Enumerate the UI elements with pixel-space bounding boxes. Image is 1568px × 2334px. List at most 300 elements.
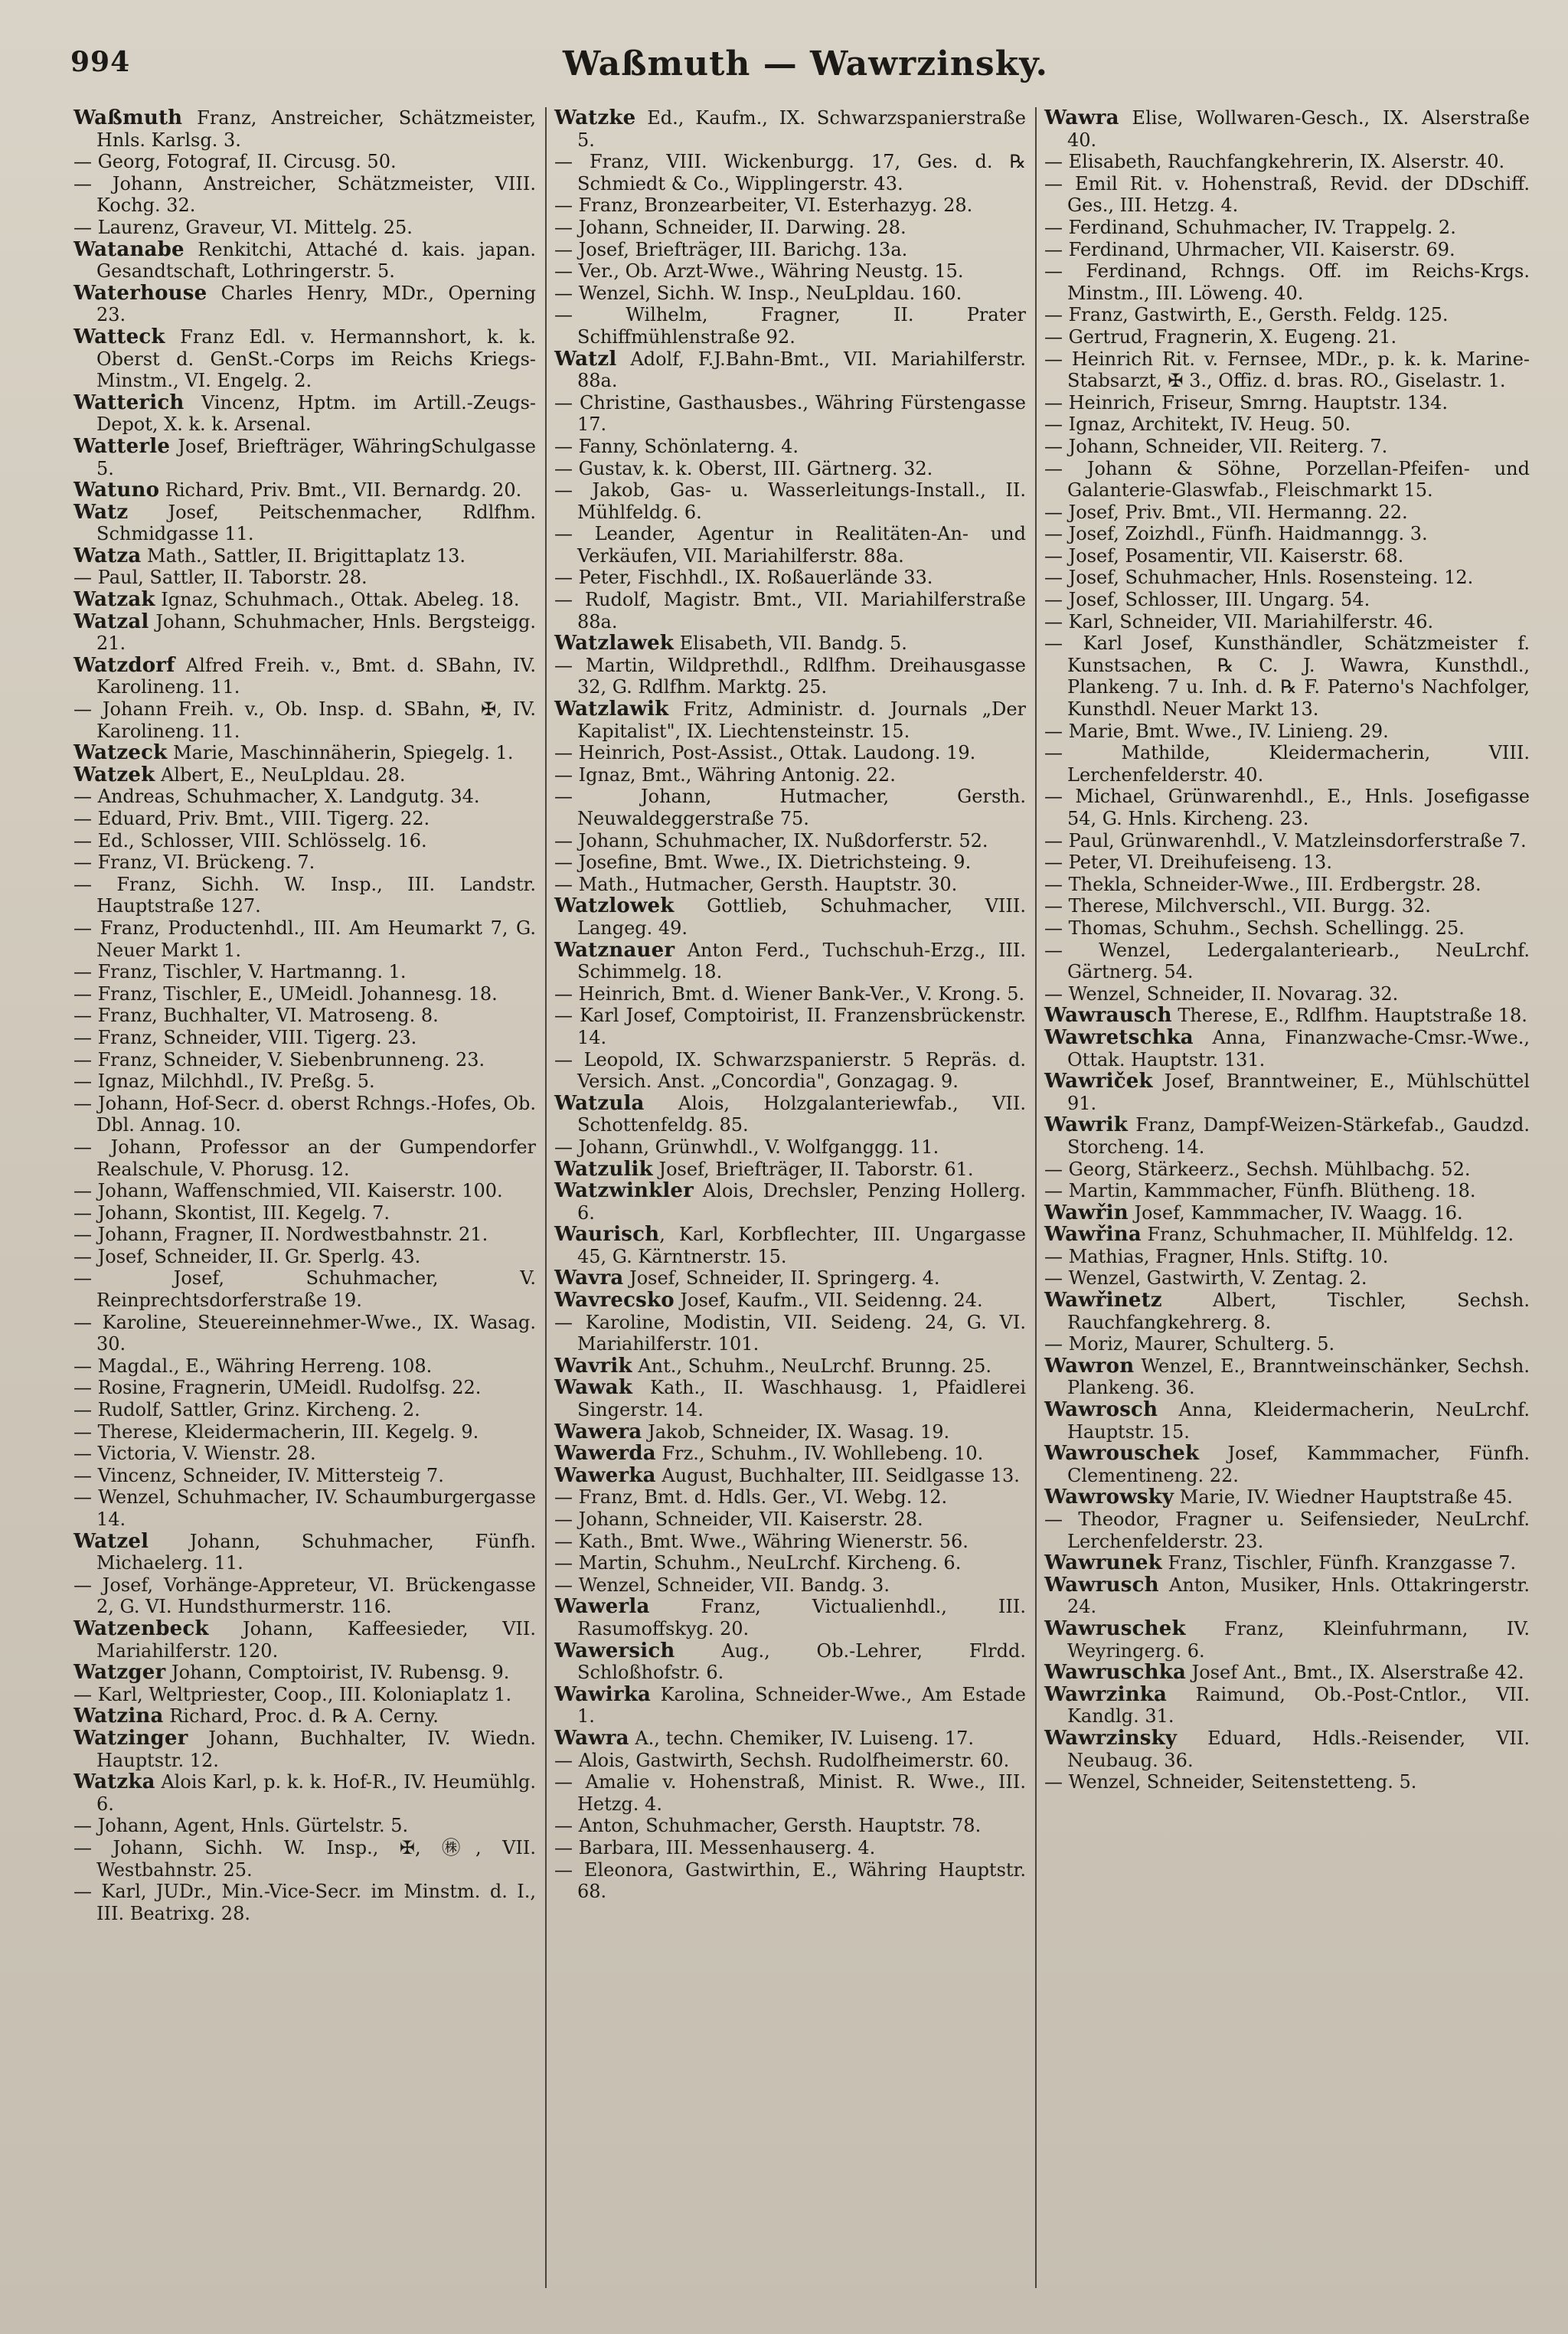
entry-surname: Wawrowsky (1044, 1486, 1174, 1509)
entry-details: Wenzel, E., Branntweinschänker, Sechsh. Plankeng. 36. (1067, 1355, 1530, 1399)
directory-entry (554, 655, 1026, 698)
entry-details: — Karl Josef, Kunsthändler, Schätzmeister f. Kunstsachen, ℞ C. J. Wawra, Kunsthdl., Plankeng. 7 u. Inh. d. ℞ F. Paterno's Nachfolger, Kunsthdl. Neuer Markt 13. (1044, 633, 1530, 721)
directory-entry (1044, 721, 1530, 743)
directory-entry (74, 611, 536, 655)
entry-details: — Rudolf, Sattler, Grinz. Kircheng. 2. (74, 1399, 420, 1421)
directory-entry (554, 983, 1026, 1005)
directory-entry (554, 895, 1026, 939)
entry-details: — Paul, Grünwarenhdl., V. Matzleinsdorferstraße 7. (1044, 829, 1527, 852)
entry-details: Karolina, Schneider-Wwe., Am Estade 1. (577, 1683, 1026, 1728)
entry-details: Anton, Musiker, Hnls. Ottakringerstr. 24. (1067, 1574, 1530, 1618)
directory-entry (74, 961, 536, 983)
entry-details: Kath., II. Waschhausg. 1, Pfaidlerei Singerstr. 14. (577, 1377, 1026, 1421)
entry-surname: Wawersich (554, 1639, 675, 1662)
entry-surname: Wawrouschek (1044, 1442, 1200, 1466)
directory-entry (1044, 895, 1530, 917)
entry-details: — Ed., Schlosser, VIII. Schlösselg. 16. (74, 829, 427, 852)
entry-surname: Waßmuth (74, 107, 183, 129)
entry-details: — Johann, Anstreicher, Schätzmeister, VIII. Kochg. 32. (74, 172, 536, 217)
entry-details: Franz, Schuhmacher, II. Mühlfeldg. 12. (1141, 1224, 1514, 1246)
entry-details: Franz, Victualienhdl., III. Rasumoffskyg. 20. (577, 1596, 1026, 1639)
entry-details: — Heinrich, Bmt. d. Wiener Bank-Ver., V. Krong. 5. (554, 982, 1025, 1005)
entry-details: — Michael, Grünwarenhdl., E., Hnls. Josefigasse 54, G. Hnls. Kircheng. 23. (1044, 786, 1530, 829)
entry-details: Raimund, Ob.-Post-Cntlor., VII. Kandlg. 31. (1067, 1683, 1530, 1728)
directory-entry (74, 655, 536, 698)
entry-details: — Josef, Schlosser, III. Ungarg. 54. (1044, 589, 1370, 611)
entry-details: Josef, Branntweiner, E., Mühlschüttel 91. (1067, 1071, 1530, 1114)
directory-entry (74, 567, 536, 589)
entry-details: — Ignaz, Milchhdl., IV. Preßg. 5. (74, 1071, 375, 1093)
entry-details: Alois Karl, p. k. k. Hof-R., IV. Heumühlg. 6. (96, 1771, 536, 1815)
directory-entry (1044, 107, 1530, 151)
directory-entry (1044, 1486, 1530, 1509)
directory-entry (554, 874, 1026, 896)
entry-details: — Eleonora, Gastwirthin, E., Währing Hauptstr. 68. (554, 1858, 1026, 1903)
entry-details: — Heinrich Rit. v. Fernsee, MDr., p. k. k. Marine-Stabsarzt, ✠ 3., Offiz. d. bras. RO., Giselastr. 1. (1044, 348, 1530, 392)
directory-entry (74, 1815, 536, 1837)
entry-details: — Ferdinand, Rchngs. Off. im Reichs-Krgs. Minstm., III. Löweng. 40. (1044, 260, 1530, 304)
entry-surname: Wawirka (554, 1682, 652, 1706)
directory-entry (74, 852, 536, 874)
entry-details: Richard, Priv. Bmt., VII. Bernardg. 20. (159, 479, 522, 502)
entry-details: — Karl, Schneider, VII. Mariahilferstr. 46. (1044, 610, 1434, 633)
entry-details: Math., Sattler, II. Brigittaplatz 13. (141, 544, 466, 567)
entry-details: — Johann, Agent, Hnls. Gürtelstr. 5. (74, 1815, 409, 1837)
directory-entry (74, 698, 536, 742)
directory-entry (74, 479, 536, 502)
entry-details: — Amalie v. Hohenstraß, Minist. R. Wwe., III. Hetzg. 4. (554, 1771, 1026, 1815)
entry-surname: Watzger (74, 1661, 166, 1685)
entry-details: — Karoline, Steuereinnehmer-Wwe., IX. Wasag. 30. (74, 1311, 536, 1355)
entry-surname: Wawera (554, 1420, 642, 1443)
entry-surname: Watterich (74, 391, 185, 414)
entry-surname: Watzek (74, 763, 155, 786)
entry-details: Renkitchi, Attaché d. kais. japan. Gesandtschaft, Lothringerstr. 5. (96, 238, 536, 283)
directory-entry (554, 479, 1026, 523)
entry-details: — Heinrich, Friseur, Smrng. Hauptstr. 134. (1044, 391, 1449, 414)
entry-details: — Johann, Fragner, II. Nordwestbahnstr. 21. (74, 1224, 488, 1246)
entry-details: — Wenzel, Schneider, II. Novarag. 32. (1044, 982, 1399, 1005)
entry-surname: Wawrik (1044, 1113, 1128, 1137)
directory-entry (554, 1640, 1026, 1684)
entry-details: — Wenzel, Schuhmacher, IV. Schaumburgergasse 14. (74, 1486, 536, 1530)
directory-entry (1044, 1399, 1530, 1443)
directory-entry (74, 742, 536, 764)
directory-entry (554, 1312, 1026, 1355)
entry-surname: Watzlawek (554, 632, 675, 655)
directory-entry (554, 1267, 1026, 1290)
entry-details: Eduard, Hdls.-Reisender, VII. Neubaug. 36. (1067, 1727, 1530, 1771)
directory-entry (74, 1465, 536, 1487)
directory-entry (554, 567, 1026, 589)
entry-details: Albert, Tischler, Sechsh. Rauchfangkehrerg. 8. (1067, 1290, 1530, 1333)
entry-details: — Paul, Sattler, II. Taborstr. 28. (74, 567, 368, 589)
entry-details: Anna, Kleidermacherin, NeuLrchf. Hauptstr. 15. (1067, 1399, 1530, 1443)
entry-details: — Wilhelm, Fragner, II. Prater Schiffmühlenstraße 92. (554, 304, 1026, 348)
directory-entry (554, 764, 1026, 786)
directory-entry (1044, 940, 1530, 983)
entry-details: Josef, Briefträger, WähringSchulgasse 5. (96, 435, 536, 479)
entry-details: — Emil Rit. v. Hohenstraß, Revid. der DDschiff. Ges., III. Hetzg. 4. (1044, 172, 1530, 217)
entry-surname: Wawrusch (1044, 1573, 1159, 1597)
directory-entry (554, 1159, 1026, 1181)
directory-entry (1044, 983, 1530, 1005)
directory-entry (554, 1290, 1026, 1312)
entry-details: — Johann, Schuhmacher, IX. Nußdorferstr. 52. (554, 829, 988, 852)
entry-surname: Watznauer (554, 938, 675, 962)
entry-details: — Karl, JUDr., Min.-Vice-Secr. im Minstm. d. I., III. Beatrixg. 28. (74, 1881, 536, 1924)
directory-entry (74, 1443, 536, 1465)
entry-details: Anna, Finanzwache-Cmsr.-Wwe., Ottak. Hauptstr. 131. (1067, 1026, 1530, 1071)
entry-details: Franz, Tischler, Fünfh. Kranzgasse 7. (1161, 1552, 1517, 1574)
entry-details: — Therese, Milchverschl., VII. Burgg. 32. (1044, 895, 1431, 917)
directory-entry (1044, 1355, 1530, 1399)
directory-entry (1044, 1224, 1530, 1246)
directory-entry (554, 1859, 1026, 1903)
directory-entry (74, 502, 536, 545)
entry-details: — Thekla, Schneider-Wwe., III. Erdbergstr. 28. (1044, 873, 1481, 895)
directory-entry (554, 1355, 1026, 1378)
entry-surname: Wawerla (554, 1595, 650, 1619)
directory-entry (554, 304, 1026, 348)
directory-entry (74, 1136, 536, 1180)
directory-entry (554, 107, 1026, 151)
directory-entry (74, 808, 536, 830)
entry-details: Ed., Kaufm., IX. Schwarzspanierstraße 5. (577, 107, 1026, 151)
directory-entry (74, 830, 536, 852)
directory-entry (1044, 458, 1530, 502)
entry-details: — Wenzel, Gastwirth, V. Zentag. 2. (1044, 1267, 1367, 1290)
entry-details: Johann, Schuhmacher, Hnls. Bergsteigg. 21. (96, 610, 536, 655)
entry-details: A., techn. Chemiker, IV. Luiseng. 17. (629, 1727, 975, 1749)
directory-entry (74, 326, 536, 392)
entry-details: — Fanny, Schönlaterng. 4. (554, 435, 799, 457)
directory-entry (554, 589, 1026, 633)
directory-entry (1044, 1618, 1530, 1662)
entry-surname: Wawruschka (1044, 1661, 1187, 1685)
directory-entry (1044, 786, 1530, 829)
directory-entry (1044, 348, 1530, 392)
entry-details: — Johann, Waffenschmied, VII. Kaiserstr. 100. (74, 1180, 503, 1202)
directory-entry (74, 1662, 536, 1684)
directory-entry (1044, 742, 1530, 786)
entry-details: Marie, Maschinnäherin, Spiegelg. 1. (167, 742, 514, 764)
directory-entry (554, 194, 1026, 217)
directory-entry (1044, 567, 1530, 589)
directory-entry (1044, 523, 1530, 545)
directory-entry (554, 239, 1026, 261)
entry-details: — Franz, Sichh. W. Insp., III. Landstr. Hauptstraße 127. (74, 873, 536, 917)
entry-details: — Johann, Schneider, II. Darwing. 28. (554, 216, 906, 238)
entry-details: — Christine, Gasthausbes., Währing Fürstengasse 17. (554, 391, 1026, 436)
entry-details: — Wenzel, Ledergalanteriearb., NeuLrchf. Gärtnerg. 54. (1044, 939, 1530, 983)
entry-details: — Franz, Schneider, VIII. Tigerg. 23. (74, 1026, 417, 1048)
directory-entry (74, 1618, 536, 1662)
entry-details: Alois, Drechsler, Penzing Hollerg. 6. (577, 1180, 1026, 1224)
entry-details: — Georg, Fotograf, II. Circusg. 50. (74, 151, 397, 173)
entry-details: — Victoria, V. Wienstr. 28. (74, 1443, 316, 1465)
entry-details: — Ver., Ob. Arzt-Wwe., Währing Neustg. 15. (554, 260, 964, 283)
entry-surname: Watzwinkler (554, 1179, 694, 1203)
entry-surname: Wawrosch (1044, 1398, 1158, 1422)
directory-entry (554, 283, 1026, 305)
directory-entry (554, 1093, 1026, 1136)
entry-details: — Andreas, Schuhmacher, X. Landgutg. 34. (74, 786, 480, 808)
entry-details: — Math., Hutmacher, Gersth. Hauptstr. 30. (554, 873, 958, 895)
entry-details: — Theodor, Fragner u. Seifensieder, NeuLrchf. Lerchenfelderstr. 23. (1044, 1509, 1530, 1552)
directory-entry (554, 830, 1026, 852)
entry-details: Franz Edl. v. Hermannshort, k. k. Oberst d. GenSt.-Corps im Reichs Kriegs-Minstm., VI. Engelg. 2. (96, 325, 536, 392)
entry-details: — Wenzel, Schneider, VII. Bandg. 3. (554, 1574, 890, 1596)
entry-surname: Wawrzinsky (1044, 1726, 1178, 1750)
entry-details: Jakob, Schneider, IX. Wasag. 19. (642, 1420, 950, 1443)
directory-entry (74, 1267, 536, 1311)
directory-entry (554, 1552, 1026, 1574)
entry-details: — Johann & Söhne, Porzellan-Pfeifen- und Galanterie-Glaswfab., Fleischmarkt 15. (1044, 457, 1530, 502)
directory-entry (1044, 1684, 1530, 1728)
directory-entry (554, 523, 1026, 567)
directory-column-left (70, 107, 545, 2288)
entry-details: — Mathilde, Kleidermacherin, VIII. Lerchenfelderstr. 40. (1044, 742, 1530, 786)
entry-details: Ignaz, Schuhmach., Ottak. Abeleg. 18. (155, 589, 520, 611)
directory-entry (554, 1771, 1026, 1815)
entry-details: — Moriz, Maurer, Schulterg. 5. (1044, 1333, 1335, 1355)
entry-details: — Peter, Fischhdl., IX. Roßauerlände 33. (554, 567, 933, 589)
entry-surname: Wawra (1044, 107, 1119, 129)
entry-details: — Johann, Professor an der Gumpendorfer Realschule, V. Phorusg. 12. (74, 1136, 536, 1180)
directory-entry (1044, 502, 1530, 524)
entry-details: — Franz, VI. Brückeng. 7. (74, 852, 315, 874)
page-number: 994 (70, 46, 131, 78)
entry-surname: Wavrik (554, 1354, 632, 1378)
directory-entry (1044, 1159, 1530, 1181)
entry-details: — Leander, Agentur in Realitäten-An- und Verkäufen, VII. Mariahilferstr. 88a. (554, 523, 1026, 567)
entry-surname: Wawrzinka (1044, 1682, 1168, 1706)
entry-details: Albert, E., NeuLpldau. 28. (155, 763, 406, 786)
entry-details: — Franz, Bronzearbeiter, VI. Esterhazyg. 28. (554, 194, 973, 217)
directory-entry (554, 217, 1026, 239)
entry-details: Johann, Comptoirist, IV. Rubensg. 9. (165, 1662, 510, 1684)
entry-details: — Eduard, Priv. Bmt., VIII. Tigerg. 22. (74, 808, 430, 829)
entry-details: — Josef, Schneider, II. Gr. Sperlg. 43. (74, 1245, 421, 1267)
directory-entry (1044, 151, 1530, 173)
directory-entry (554, 852, 1026, 874)
entry-details: — Barbara, III. Messenhauserg. 4. (554, 1836, 876, 1858)
entry-surname: Watzlawik (554, 698, 669, 721)
entry-details: — Martin, Wildprethdl., Rdlfhm. Dreihausgasse 32, G. Rdlfhm. Marktg. 25. (554, 654, 1026, 698)
entry-surname: Wawrunek (1044, 1551, 1162, 1575)
directory-entry (74, 1005, 536, 1027)
entry-surname: Wawerka (554, 1463, 656, 1487)
entry-details: Vincenz, Hptm. im Artill.-Zeugs-Depot, X. k. k. Arsenal. (96, 391, 536, 436)
entry-details: — Johann, Schneider, VII. Reiterg. 7. (1044, 435, 1388, 457)
directory-entry (74, 983, 536, 1005)
directory-entry (554, 1224, 1026, 1267)
entry-details: — Wenzel, Sichh. W. Insp., NeuLpldau. 160. (554, 282, 962, 304)
entry-details: — Ferdinand, Uhrmacher, VII. Kaiserstr. 69. (1044, 238, 1455, 260)
directory-entry (554, 1421, 1026, 1443)
entry-details: — Johann Freih. v., Ob. Insp. d. SBahn, ✠, IV. Karolineng. 11. (74, 698, 536, 742)
directory-entry (554, 1750, 1026, 1772)
entry-details: — Mathias, Fragner, Hnls. Stiftg. 10. (1044, 1245, 1389, 1267)
directory-entry (554, 1531, 1026, 1553)
directory-entry (1044, 545, 1530, 567)
directory-entry (554, 1377, 1026, 1420)
entry-details: Josef, Kammmacher, Fünfh. Clementineng. 22. (1067, 1443, 1530, 1486)
directory-entry (74, 1399, 536, 1421)
entry-details: — Franz, Buchhalter, VI. Matroseng. 8. (74, 1005, 439, 1027)
directory-entry (1044, 1071, 1530, 1114)
directory-entry (554, 1180, 1026, 1224)
entry-details: — Johann, Skontist, III. Kegelg. 7. (74, 1201, 390, 1224)
directory-entry (74, 1531, 536, 1574)
entry-surname: Wawron (1044, 1354, 1135, 1378)
entry-details: Josef, Briefträger, II. Taborstr. 61. (652, 1158, 974, 1180)
directory-entry (554, 348, 1026, 392)
entry-details: — Martin, Schuhm., NeuLrchf. Kircheng. 6. (554, 1552, 962, 1574)
directory-entry (74, 436, 536, 479)
entry-details: — Josef, Vorhänge-Appreteur, VI. Brückengasse 2, G. VI. Hundsthurmerstr. 116. (74, 1574, 536, 1618)
entry-surname: Watzl (554, 347, 617, 371)
entry-details: Marie, IV. Wiedner Hauptstraße 45. (1174, 1486, 1513, 1509)
entry-details: — Alois, Gastwirth, Sechsh. Rudolfheimerstr. 60. (554, 1749, 1010, 1771)
directory-entry (1044, 239, 1530, 261)
directory-entry (554, 436, 1026, 458)
entry-details: — Ignaz, Architekt, IV. Heug. 50. (1044, 414, 1351, 436)
entry-details: — Johann, Hof-Secr. d. oberst Rchngs.-Hofes, Ob. Dbl. Annag. 10. (74, 1092, 536, 1136)
directory-entry (554, 742, 1026, 764)
entry-surname: Wavrecsko (554, 1289, 675, 1312)
directory-column-right (1035, 107, 1539, 2288)
entry-surname: Watzula (554, 1091, 645, 1115)
entry-details: Franz, Kleinfuhrmann, IV. Weyringerg. 6. (1067, 1617, 1530, 1662)
directory-entry (74, 239, 536, 283)
entry-surname: Wawruschek (1044, 1616, 1186, 1640)
directory-entry (554, 786, 1026, 829)
directory-entry (1044, 217, 1530, 239)
directory-entry (1044, 304, 1530, 326)
entry-details: — Franz, Gastwirth, E., Gersth. Feldg. 125. (1044, 304, 1449, 326)
entry-surname: Wavra (554, 1267, 624, 1290)
entry-surname: Watterle (74, 434, 171, 458)
entry-details: Josef, Kaufm., VII. Seidenng. 24. (674, 1290, 983, 1312)
entry-surname: Watzdorf (74, 653, 175, 677)
directory-entry (74, 1881, 536, 1924)
entry-details: — Karoline, Modistin, VII. Seideng. 24, G. VI. Mariahilferstr. 101. (554, 1311, 1026, 1355)
entry-surname: Watanabe (74, 237, 185, 261)
directory-entry (1044, 589, 1530, 611)
entry-details: — Vincenz, Schneider, IV. Mittersteig 7. (74, 1464, 444, 1486)
entry-details: Johann, Buchhalter, IV. Wiedn. Hauptstr. 12. (96, 1727, 536, 1771)
entry-surname: Watzinger (74, 1726, 188, 1750)
entry-surname: Wawak (554, 1376, 633, 1400)
directory-entry (1044, 1509, 1530, 1552)
entry-details: Josef Ant., Bmt., IX. Alserstraße 42. (1186, 1662, 1524, 1684)
directory-entry (554, 698, 1026, 742)
directory-entry (1044, 1290, 1530, 1333)
entry-details: Josef, Peitschenmacher, Rdlfhm. Schmidgasse 11. (96, 501, 536, 545)
entry-surname: Watzal (74, 610, 149, 633)
entry-details: — Josefine, Bmt. Wwe., IX. Dietrichsteing. 9. (554, 852, 972, 874)
entry-surname: Waterhouse (74, 281, 207, 305)
entry-details: — Johann, Hutmacher, Gersth. Neuwaldeggerstraße 75. (554, 786, 1026, 829)
directory-entry (74, 874, 536, 917)
entry-details: — Rudolf, Magistr. Bmt., VII. Mariahilferstraße 88a. (554, 589, 1026, 633)
entry-surname: Watzak (74, 588, 155, 612)
directory-entry (74, 1421, 536, 1443)
entry-details: — Franz, Tischler, V. Hartmanng. 1. (74, 961, 407, 983)
entry-details: — Johann, Grünwhdl., V. Wolfganggg. 11. (554, 1136, 939, 1158)
entry-surname: Watzlowek (554, 894, 675, 918)
directory-entry (1044, 1552, 1530, 1574)
entry-surname: Watteck (74, 325, 165, 348)
entry-surname: Watzulik (554, 1157, 653, 1181)
directory-entry (74, 1355, 536, 1378)
entry-details: — Rosine, Fragnerin, UMeidl. Rudolfsg. 22. (74, 1377, 482, 1399)
entry-details: — Franz, VIII. Wickenburgg. 17, Ges. d. ℞ Schmiedt & Co., Wipplingerstr. 43. (554, 151, 1026, 194)
directory-entry (554, 1684, 1026, 1728)
entry-details: — Josef, Zoizhdl., Fünfh. Haidmanngg. 3. (1044, 523, 1428, 545)
directory-entry (1044, 1728, 1530, 1771)
directory-entry (1044, 1574, 1530, 1618)
directory-entry (1044, 260, 1530, 304)
directory-column-middle (545, 107, 1035, 2288)
directory-entry (1044, 852, 1530, 874)
entry-details: — Johann, Schneider, VII. Kaiserstr. 28. (554, 1509, 923, 1530)
directory-entry (74, 1202, 536, 1224)
entry-details: — Franz, Productenhdl., III. Am Heumarkt 7, G. Neuer Markt 1. (74, 917, 536, 961)
entry-details: — Ferdinand, Schuhmacher, IV. Trappelg. 2. (1044, 216, 1456, 238)
entry-surname: Watz (74, 500, 129, 524)
directory-entry (554, 392, 1026, 436)
entry-details: — Gertrud, Fragnerin, X. Eugeng. 21. (1044, 325, 1397, 348)
directory-entry (74, 917, 536, 961)
entry-details: Johann, Schuhmacher, Fünfh. Michaelerg. 11. (96, 1530, 536, 1574)
directory-entry (1044, 1333, 1530, 1355)
entry-surname: Watza (74, 544, 142, 567)
directory-entry (1044, 1202, 1530, 1224)
directory-entry (554, 1815, 1026, 1837)
directory-entry (554, 1443, 1026, 1465)
directory-entry (554, 1049, 1026, 1093)
entry-details: Franz, Anstreicher, Schätzmeister, Hnls. Karlsg. 3. (96, 107, 536, 151)
directory-entry (74, 1377, 536, 1399)
entry-surname: Watzel (74, 1529, 149, 1553)
entry-details: — Josef, Schuhmacher, Hnls. Rosensteing. 12. (1044, 567, 1474, 589)
entry-surname: Watzeck (74, 741, 168, 765)
directory-entry (1044, 1114, 1530, 1158)
directory-entry (74, 1684, 536, 1706)
directory-entry (74, 1027, 536, 1049)
directory-entry (1044, 1005, 1530, 1027)
entry-details: Alois, Holzgalanteriewfab., VII. Schottenfeldg. 85. (577, 1092, 1026, 1136)
directory-entry (74, 1837, 536, 1881)
entry-surname: Wawřina (1044, 1223, 1142, 1247)
directory-entry (74, 1246, 536, 1268)
directory-entry (1044, 917, 1530, 940)
directory-entry (554, 1596, 1026, 1639)
entry-details: — Gustav, k. k. Oberst, III. Gärtnerg. 32. (554, 457, 933, 479)
entry-details: Alfred Freih. v., Bmt. d. SBahn, IV. Karolineng. 11. (96, 654, 536, 698)
directory-entry (74, 1705, 536, 1728)
directory-entry (554, 940, 1026, 983)
entry-details: — Laurenz, Graveur, VI. Mittelg. 25. (74, 216, 413, 238)
entry-details: — Franz, Schneider, V. Siebenbrunneng. 23. (74, 1048, 485, 1071)
directory-entry (1044, 173, 1530, 217)
directory-entry (1044, 326, 1530, 348)
directory-entry (554, 1005, 1026, 1048)
directory-entry (74, 1486, 536, 1530)
